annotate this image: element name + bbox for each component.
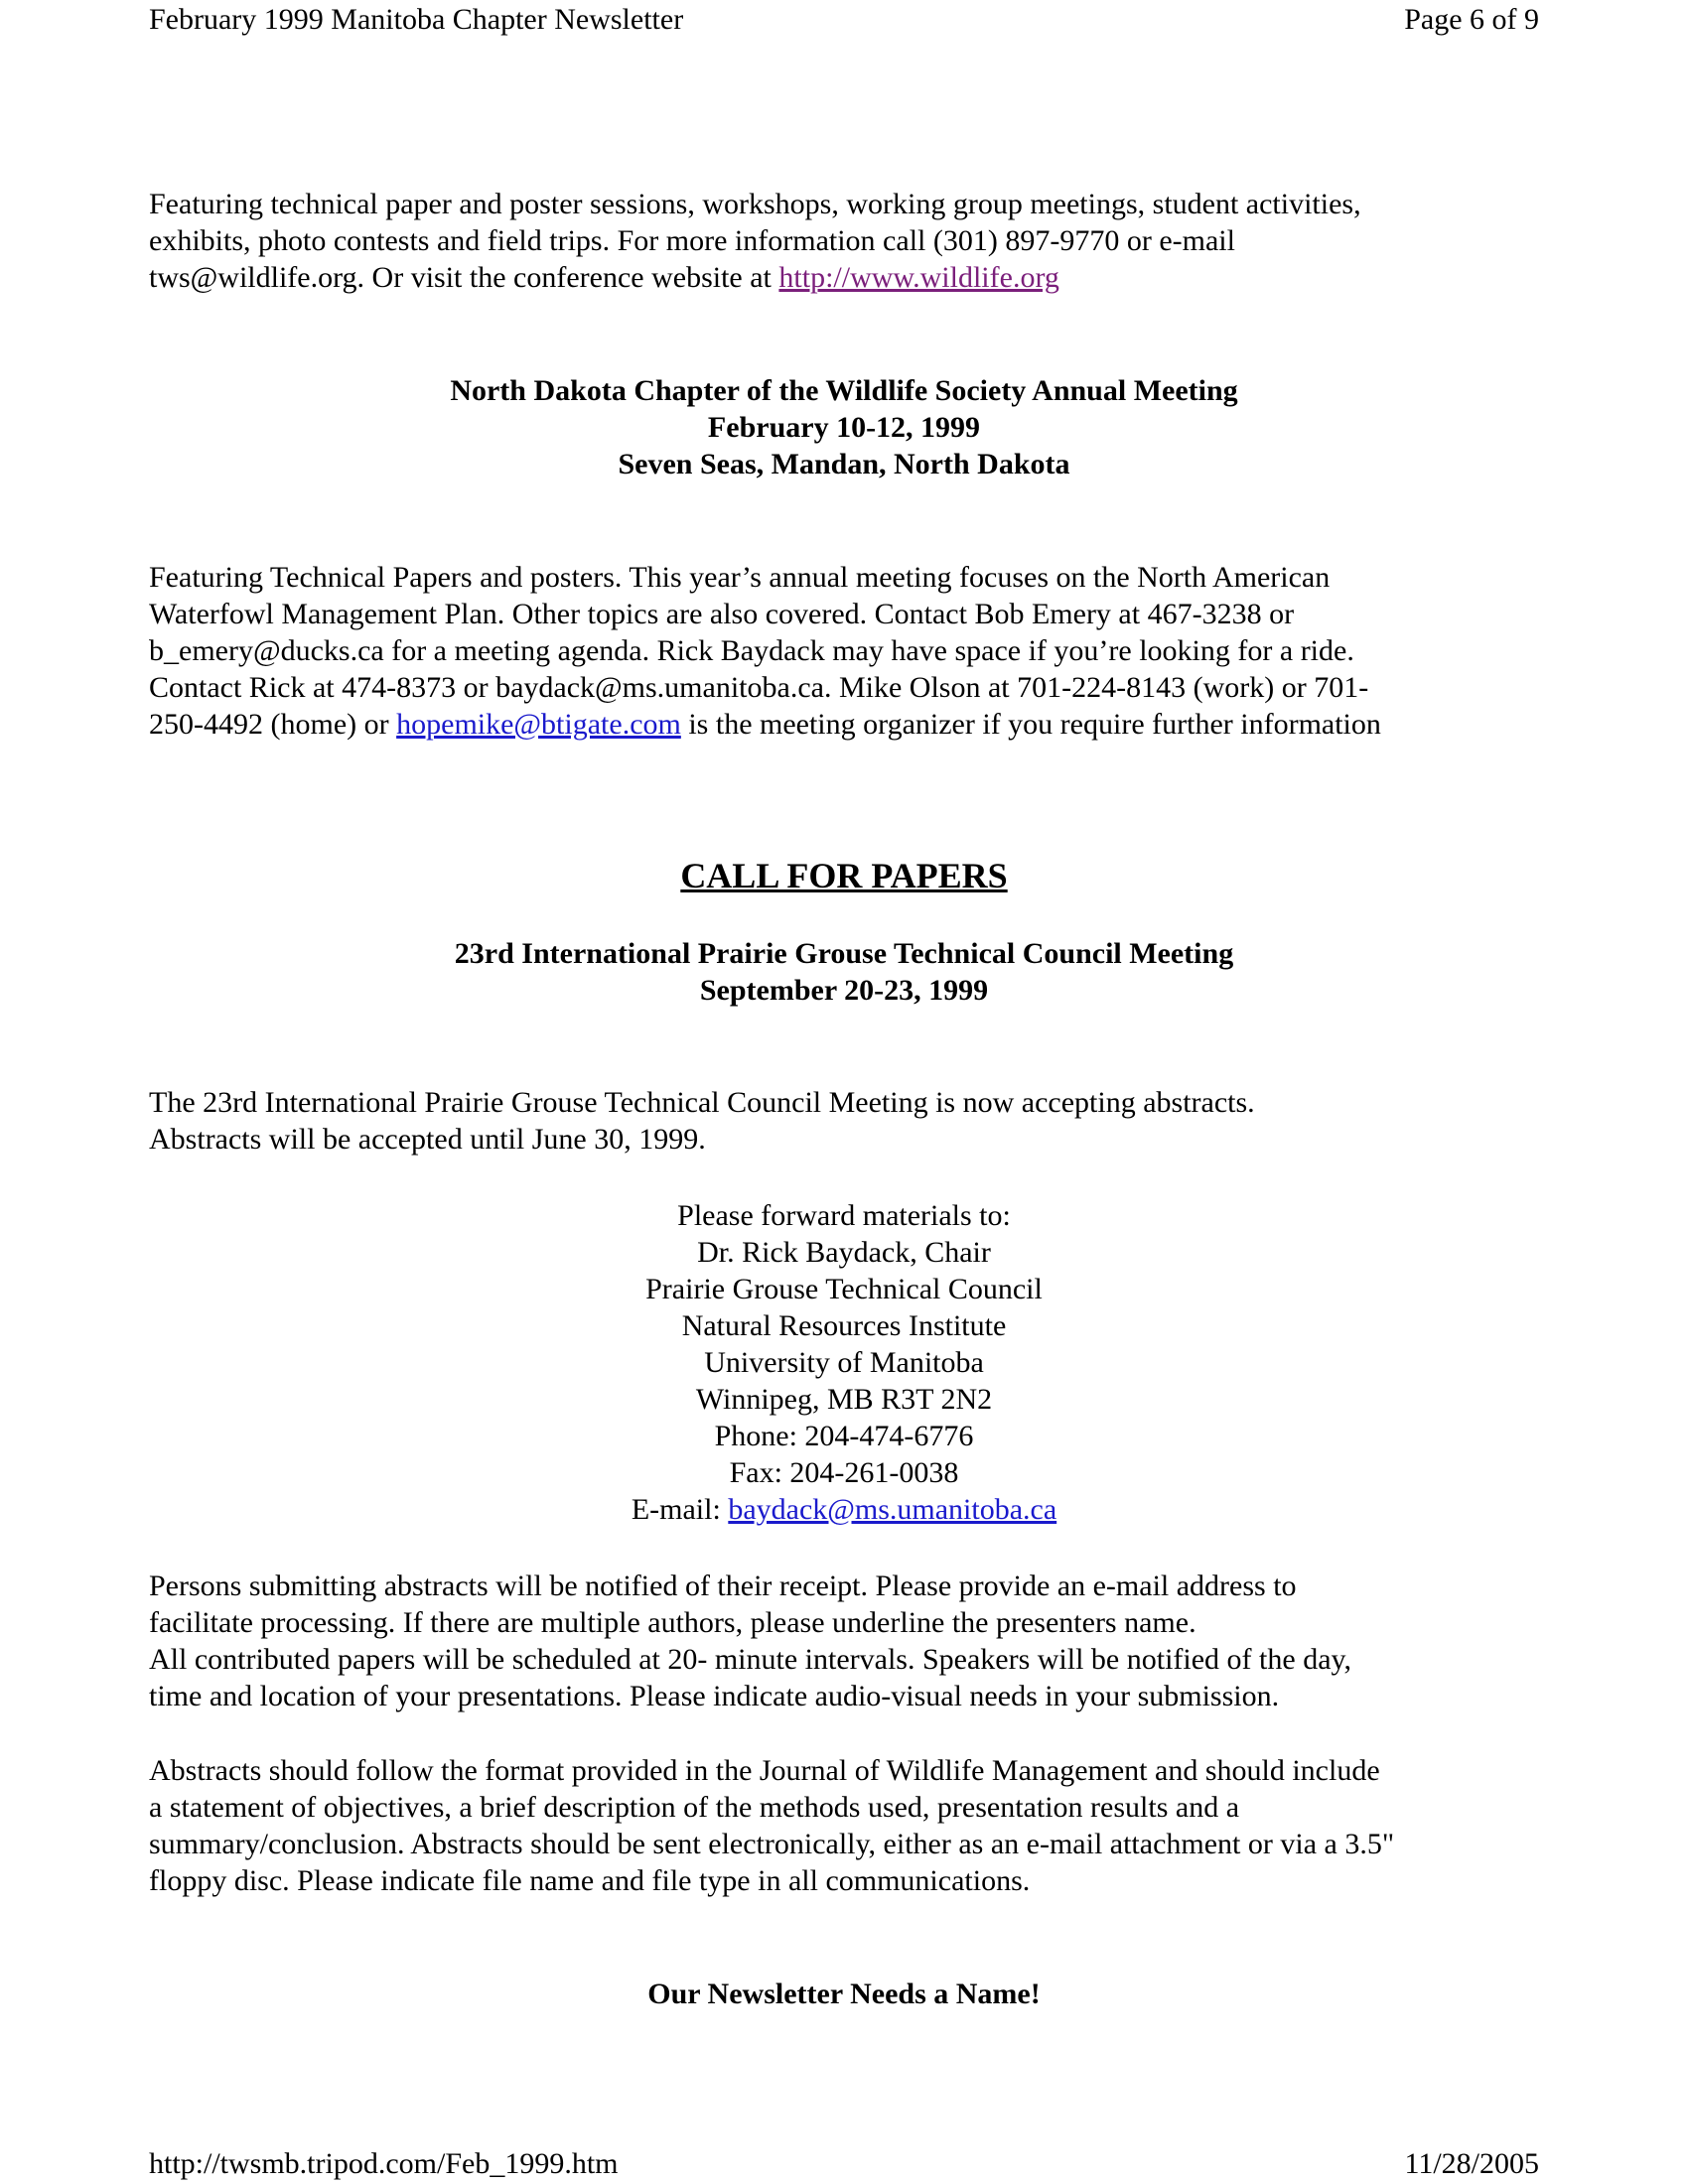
baydack-email-link[interactable]: baydack@ms.umanitoba.ca (728, 1493, 1057, 1526)
submission-line-1: Persons submitting abstracts will be notified of their receipt. Please provide an e-mail address to (149, 1570, 1297, 1602)
format-line-3: summary/conclusion. Abstracts should be sent electronically, either as an e-mail attachment or via a 3.5" (149, 1828, 1395, 1860)
intro-paragraph (149, 186, 1559, 296)
intro-line-3-text: tws@wildlife.org. Or visit the conference website at (149, 261, 779, 294)
intro-line-1: Featuring technical paper and poster sessions, workshops, working group meetings, student activities, (149, 188, 1361, 220)
nd-paragraph-line-5-prefix: 250-4492 (home) or (149, 708, 397, 741)
submission-line-4: time and location of your presentations. Please indicate audio-visual needs in your submission. (149, 1680, 1280, 1712)
nd-meeting-heading (149, 372, 1539, 482)
prairie-grouse-meeting-dates: September 20-23, 1999 (699, 974, 989, 1007)
footer-date: 11/28/2005 (1404, 2147, 1539, 2180)
header-page-number: Page 6 of 9 (1404, 3, 1539, 36)
nd-paragraph-line-1: Featuring Technical Papers and posters. This year’s annual meeting focuses on the North American (149, 561, 1331, 594)
nd-meeting-paragraph (149, 559, 1559, 743)
newsletter-name-title: Our Newsletter Needs a Name! (647, 1978, 1041, 2010)
address-fax: Fax: 204-261-0038 (729, 1456, 959, 1489)
format-line-1: Abstracts should follow the format provided in the Journal of Wildlife Management and should include (149, 1754, 1380, 1787)
footer-url: http://twsmb.tripod.com/Feb_1999.htm (149, 2147, 619, 2180)
nd-meeting-title: North Dakota Chapter of the Wildlife Society Annual Meeting (450, 374, 1238, 407)
abstracts-intro-line-1: The 23rd International Prairie Grouse Technical Council Meeting is now accepting abstracts. (149, 1086, 1255, 1119)
prairie-grouse-meeting-title: 23rd International Prairie Grouse Technical Council Meeting (454, 937, 1234, 970)
address-email (149, 1491, 1539, 1528)
submission-paragraph (149, 1568, 1559, 1714)
nd-paragraph-line-3: b_emery@ducks.ca for a meeting agenda. Rick Baydack may have space if you’re looking for a ride. (149, 634, 1354, 667)
submission-line-2: facilitate processing. If there are multiple authors, please underline the presenters name. (149, 1606, 1196, 1639)
address-email-label: E-mail: (631, 1493, 729, 1526)
intro-line-2: exhibits, photo contests and field trips. For more information call (301) 897-9770 or e-mail (149, 224, 1235, 257)
submission-line-3: All contributed papers will be scheduled at 20- minute intervals. Speakers will be notified of the day, (149, 1643, 1352, 1676)
prairie-grouse-meeting-heading (149, 935, 1539, 1009)
nd-paragraph-line-5-suffix: is the meeting organizer if you require further information (680, 708, 1381, 741)
address-phone: Phone: 204-474-6776 (714, 1420, 974, 1452)
address-line-2: Dr. Rick Baydack, Chair (697, 1236, 991, 1269)
call-for-papers-heading: CALL FOR PAPERS (680, 856, 1008, 895)
wildlife-website-link[interactable]: http://www.wildlife.org (778, 261, 1059, 294)
abstracts-intro-paragraph (149, 1084, 1559, 1158)
format-line-4: floppy disc. Please indicate file name and file type in all communications. (149, 1864, 1031, 1897)
abstracts-intro-line-2: Abstracts will be accepted until June 30, 1999. (149, 1123, 706, 1156)
mailing-address-block (149, 1197, 1539, 1528)
hopemike-email-link[interactable]: hopemike@btigate.com (396, 708, 681, 741)
intro-line-3 (149, 259, 1559, 296)
nd-meeting-location: Seven Seas, Mandan, North Dakota (618, 448, 1070, 480)
nd-meeting-dates: February 10-12, 1999 (707, 411, 981, 444)
format-line-2: a statement of objectives, a brief description of the methods used, presentation results and a (149, 1791, 1240, 1824)
address-line-4: Natural Resources Institute (681, 1309, 1007, 1342)
format-paragraph (149, 1752, 1559, 1899)
nd-paragraph-line-5 (149, 706, 1559, 743)
address-line-5: University of Manitoba (704, 1346, 984, 1379)
address-line-1: Please forward materials to: (677, 1199, 1011, 1232)
newsletter-name-heading (149, 1976, 1539, 2012)
address-line-6: Winnipeg, MB R3T 2N2 (695, 1383, 993, 1416)
header-title: February 1999 Manitoba Chapter Newsletter (149, 3, 684, 36)
nd-paragraph-line-2: Waterfowl Management Plan. Other topics are also covered. Contact Bob Emery at 467-3238 or (149, 598, 1295, 630)
nd-paragraph-line-4: Contact Rick at 474-8373 or baydack@ms.umanitoba.ca. Mike Olson at 701-224-8143 (work) or 701- (149, 671, 1369, 704)
address-line-3: Prairie Grouse Technical Council (645, 1273, 1043, 1305)
